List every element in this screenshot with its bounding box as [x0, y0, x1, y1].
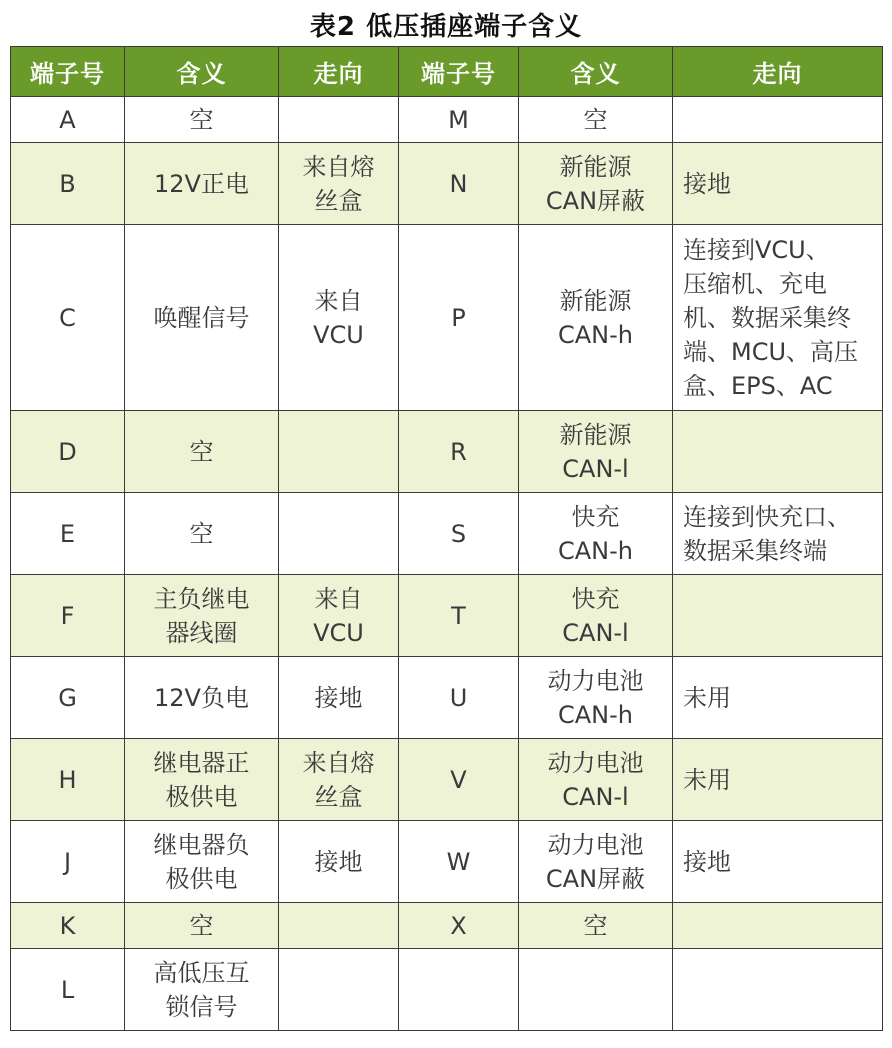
meaning-cell: [125, 143, 279, 225]
cell-text: 快充 CAN-l: [562, 584, 629, 647]
cell-text: E: [59, 519, 76, 548]
route-cell: [279, 143, 399, 225]
pin-cell: [399, 493, 519, 575]
cell-text: N: [449, 169, 468, 198]
cell-text: W: [446, 847, 471, 876]
table-row: [11, 903, 883, 949]
cell-text: 未用: [683, 683, 731, 712]
pin-cell: [399, 903, 519, 949]
meaning-cell: [125, 575, 279, 657]
meaning-cell: [125, 97, 279, 143]
table-row: [11, 411, 883, 493]
cell-text: 接地: [314, 683, 363, 712]
header-pin-left: 端子号: [11, 47, 125, 97]
route-cell: [673, 903, 883, 949]
cell-text: U: [449, 683, 468, 712]
cell-text: 空: [583, 105, 608, 134]
cell-text: G: [58, 683, 77, 712]
route-cell: [279, 575, 399, 657]
pin-cell: [11, 97, 125, 143]
meaning-cell: [519, 143, 673, 225]
cell-text: F: [60, 601, 75, 630]
route-cell: [279, 657, 399, 739]
route-cell: [279, 225, 399, 411]
pin-cell: [11, 903, 125, 949]
table-row: [11, 739, 883, 821]
cell-text: 空: [189, 519, 214, 548]
route-cell: [279, 739, 399, 821]
header-meaning-left: 含义: [125, 47, 279, 97]
route-cell: [673, 143, 883, 225]
table-title: 表2 低压插座端子含义: [309, 12, 583, 42]
cell-text: 连接到VCU、 压缩机、充电 机、数据采集终 端、MCU、高压 盒、EPS、AC: [683, 235, 859, 400]
header-meaning-right: 含义: [519, 47, 673, 97]
cell-text: 未用: [683, 765, 731, 794]
cell-text: 新能源 CAN屏蔽: [545, 152, 646, 215]
pin-cell: [11, 493, 125, 575]
meaning-cell: [125, 903, 279, 949]
pin-cell: [399, 949, 519, 1031]
meaning-cell: [125, 225, 279, 411]
table-row: [11, 821, 883, 903]
cell-text: 新能源 CAN-l: [559, 420, 632, 483]
route-cell: [673, 575, 883, 657]
route-cell: [673, 657, 883, 739]
meaning-cell: [519, 821, 673, 903]
pin-cell: [399, 657, 519, 739]
header-pin-right: 端子号: [399, 47, 519, 97]
route-cell: [673, 411, 883, 493]
cell-text: 唤醒信号: [153, 303, 250, 332]
meaning-cell: [519, 493, 673, 575]
pin-cell: [399, 821, 519, 903]
route-cell: [279, 411, 399, 493]
header-route-left: 走向: [279, 47, 399, 97]
pin-cell: [11, 821, 125, 903]
cell-text: M: [448, 105, 469, 134]
pin-cell: [11, 143, 125, 225]
cell-text: R: [450, 437, 467, 466]
meaning-cell: [125, 821, 279, 903]
cell-text: 动力电池 CAN-h: [547, 666, 644, 729]
cell-text: 空: [583, 911, 608, 940]
table-row: [11, 949, 883, 1031]
meaning-cell: [125, 411, 279, 493]
cell-text: 来自 VCU: [313, 286, 364, 349]
cell-text: X: [450, 911, 467, 940]
cell-text: K: [59, 911, 76, 940]
cell-text: 高低压互 锁信号: [153, 958, 250, 1021]
cell-text: 空: [189, 437, 214, 466]
cell-text: C: [59, 303, 76, 332]
cell-text: 接地: [683, 847, 731, 876]
pin-cell: [11, 657, 125, 739]
meaning-cell: [125, 949, 279, 1031]
cell-text: 来自 VCU: [313, 584, 364, 647]
cell-text: A: [59, 105, 76, 134]
pin-cell: [11, 411, 125, 493]
cell-text: V: [450, 765, 467, 794]
header-row: [11, 47, 883, 97]
cell-text: 新能源 CAN-h: [558, 286, 633, 349]
route-cell: [279, 903, 399, 949]
cell-text: D: [58, 437, 77, 466]
meaning-cell: [519, 411, 673, 493]
pin-cell: [399, 143, 519, 225]
pin-cell: [399, 575, 519, 657]
route-cell: [279, 493, 399, 575]
cell-text: 继电器正 极供电: [153, 748, 250, 811]
pin-cell: [11, 739, 125, 821]
cell-text: 空: [189, 105, 214, 134]
cell-text: 接地: [683, 169, 731, 198]
route-cell: [673, 739, 883, 821]
route-cell: [673, 97, 883, 143]
cell-text: 动力电池 CAN屏蔽: [545, 830, 646, 893]
cell-text: H: [58, 765, 77, 794]
route-cell: [279, 97, 399, 143]
table-row: [11, 575, 883, 657]
table-row: [11, 657, 883, 739]
meaning-cell: [519, 657, 673, 739]
cell-text: 连接到快充口、 数据采集终端: [683, 502, 851, 565]
cell-text: 接地: [314, 847, 363, 876]
cell-text: 来自熔 丝盒: [302, 748, 375, 811]
route-cell: [673, 493, 883, 575]
route-cell: [673, 225, 883, 411]
cell-text: L: [60, 975, 75, 1004]
table-row: [11, 225, 883, 411]
cell-text: P: [451, 303, 466, 332]
cell-text: 来自熔 丝盒: [302, 152, 375, 215]
route-cell: [673, 949, 883, 1031]
meaning-cell: [125, 739, 279, 821]
pin-cell: [399, 225, 519, 411]
route-cell: [673, 821, 883, 903]
cell-text: B: [59, 169, 76, 198]
pin-cell: [11, 949, 125, 1031]
terminal-table: [10, 46, 883, 1031]
pin-cell: [11, 225, 125, 411]
meaning-cell: [519, 97, 673, 143]
meaning-cell: [519, 739, 673, 821]
route-cell: [279, 821, 399, 903]
cell-text: 12V正电: [154, 169, 249, 198]
table-row: [11, 493, 883, 575]
cell-text: 快充 CAN-h: [558, 502, 633, 565]
header-route-right: 走向: [673, 47, 883, 97]
cell-text: S: [450, 519, 467, 548]
meaning-cell: [519, 225, 673, 411]
meaning-cell: [519, 903, 673, 949]
table-row: [11, 97, 883, 143]
cell-text: 动力电池 CAN-l: [547, 748, 644, 811]
pin-cell: [11, 575, 125, 657]
meaning-cell: [125, 493, 279, 575]
meaning-cell: [125, 657, 279, 739]
cell-text: 继电器负 极供电: [153, 830, 250, 893]
cell-text: T: [451, 601, 466, 630]
route-cell: [279, 949, 399, 1031]
cell-text: 主负继电 器线圈: [153, 584, 250, 647]
table-row: [11, 143, 883, 225]
cell-text: 空: [189, 911, 214, 940]
pin-cell: [399, 411, 519, 493]
meaning-cell: [519, 949, 673, 1031]
pin-cell: [399, 739, 519, 821]
cell-text: J: [63, 847, 72, 876]
cell-text: 12V负电: [154, 683, 249, 712]
meaning-cell: [519, 575, 673, 657]
pin-cell: [399, 97, 519, 143]
